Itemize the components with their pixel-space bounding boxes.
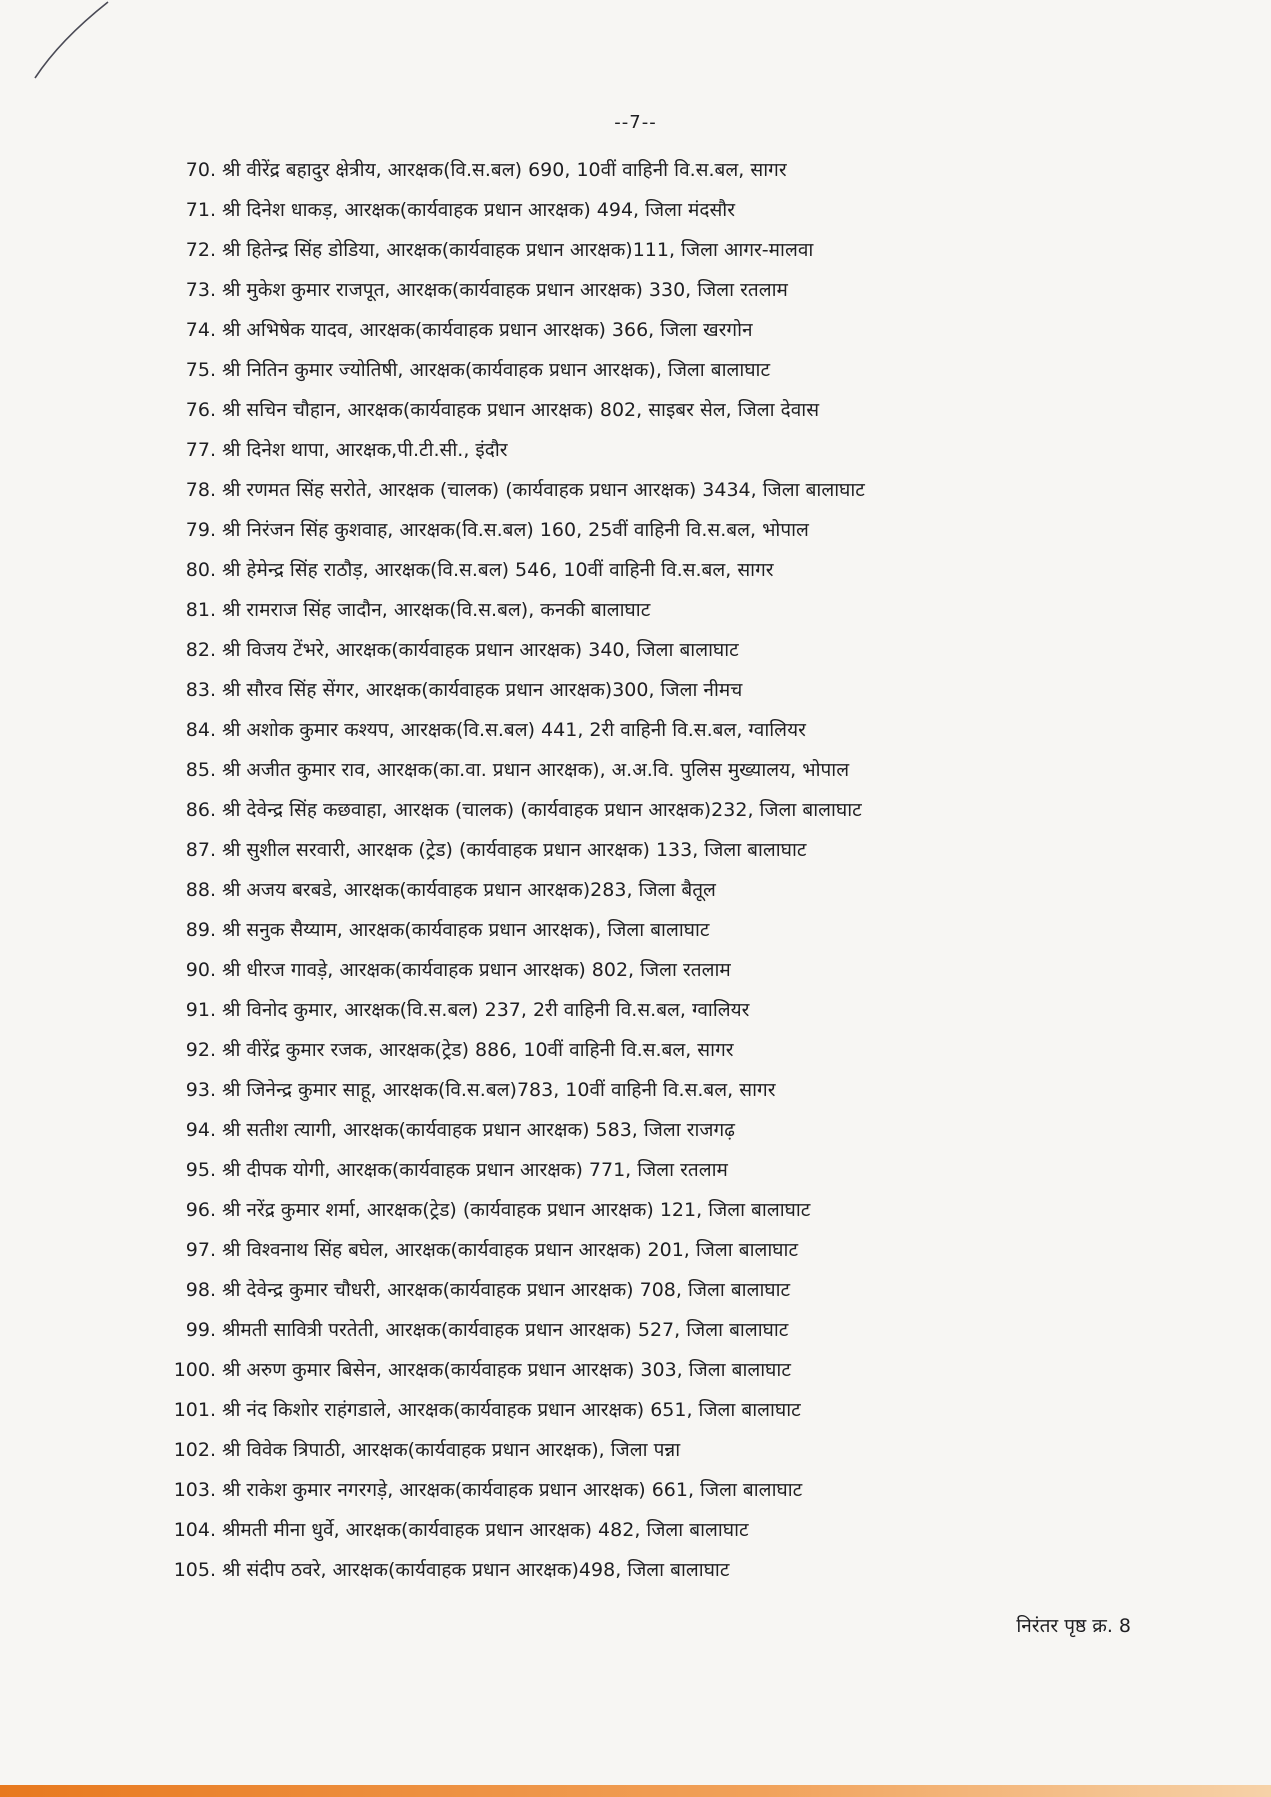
entry-text: श्रीमती मीना धुर्वे, आरक्षक(कार्यवाहक प्रधान आरक्षक) 482, जिला बालाघाट xyxy=(222,1519,749,1541)
entry-number: 93. xyxy=(185,1079,216,1101)
list-item xyxy=(168,1350,1211,1390)
list-item xyxy=(168,1470,1211,1510)
list-item xyxy=(168,670,1211,710)
entry-number: 75. xyxy=(185,359,216,381)
entry-text: श्री नरेंद्र कुमार शर्मा, आरक्षक(ट्रेड) (कार्यवाहक प्रधान आरक्षक) 121, जिला बालाघाट xyxy=(222,1199,811,1221)
continued-on-page-note: निरंतर पृष्ठ क्र. 8 xyxy=(1016,1615,1131,1637)
entry-number: 81. xyxy=(185,599,216,621)
list-item xyxy=(168,1270,1211,1310)
list-item xyxy=(168,270,1211,310)
entry-number: 98. xyxy=(185,1279,216,1301)
entry-text: श्री वीरेंद्र कुमार रजक, आरक्षक(ट्रेड) 886, 10वीं वाहिनी वि.स.बल, सागर xyxy=(222,1039,734,1061)
entry-number: 103. xyxy=(173,1479,216,1501)
entry-number: 74. xyxy=(185,319,216,341)
list-item xyxy=(168,710,1211,750)
list-item xyxy=(168,1310,1211,1350)
entry-text: श्री राकेश कुमार नगरगड़े, आरक्षक(कार्यवाहक प्रधान आरक्षक) 661, जिला बालाघाट xyxy=(222,1479,803,1501)
entry-text: श्री सनुक सैय्याम, आरक्षक(कार्यवाहक प्रधान आरक्षक), जिला बालाघाट xyxy=(222,919,710,941)
entry-number: 91. xyxy=(185,999,216,1021)
entry-number: 72. xyxy=(185,239,216,261)
entry-text: श्री सतीश त्यागी, आरक्षक(कार्यवाहक प्रधान आरक्षक) 583, जिला राजगढ़ xyxy=(222,1119,735,1141)
list-item xyxy=(168,510,1211,550)
entry-text: श्री अजीत कुमार राव, आरक्षक(का.वा. प्रधान आरक्षक), अ.अ.वि. पुलिस मुख्यालय, भोपाल xyxy=(222,759,850,781)
entry-text: श्री देवेन्द्र कुमार चौधरी, आरक्षक(कार्यवाहक प्रधान आरक्षक) 708, जिला बालाघाट xyxy=(222,1279,791,1301)
entry-text: श्री हितेन्द्र सिंह डोडिया, आरक्षक(कार्यवाहक प्रधान आरक्षक)111, जिला आगर-मालवा xyxy=(222,239,814,261)
entry-number: 96. xyxy=(185,1199,216,1221)
list-item xyxy=(168,910,1211,950)
entry-text: श्रीमती सावित्री परतेती, आरक्षक(कार्यवाहक प्रधान आरक्षक) 527, जिला बालाघाट xyxy=(222,1319,789,1341)
entry-number: 102. xyxy=(173,1439,216,1461)
entry-number: 95. xyxy=(185,1159,216,1181)
entry-text: श्री दिनेश धाकड़, आरक्षक(कार्यवाहक प्रधान आरक्षक) 494, जिला मंदसौर xyxy=(222,199,735,221)
entry-number: 79. xyxy=(185,519,216,541)
entry-text: श्री रणमत सिंह सरोते, आरक्षक (चालक) (कार्यवाहक प्रधान आरक्षक) 3434, जिला बालाघाट xyxy=(222,479,865,501)
entry-number: 73. xyxy=(185,279,216,301)
entry-text: श्री रामराज सिंह जादौन, आरक्षक(वि.स.बल), कनकी बालाघाट xyxy=(222,599,651,621)
entry-number: 77. xyxy=(185,439,216,461)
list-item xyxy=(168,1430,1211,1470)
entry-number: 86. xyxy=(185,799,216,821)
entry-number: 104. xyxy=(173,1519,216,1541)
entry-number: 85. xyxy=(185,759,216,781)
list-item xyxy=(168,1390,1211,1430)
entry-text: श्री अजय बरबडे, आरक्षक(कार्यवाहक प्रधान आरक्षक)283, जिला बैतूल xyxy=(222,879,716,901)
list-item xyxy=(168,630,1211,670)
entry-text: श्री वीरेंद्र बहादुर क्षेत्रीय, आरक्षक(वि.स.बल) 690, 10वीं वाहिनी वि.स.बल, सागर xyxy=(222,159,787,181)
list-item xyxy=(168,1510,1211,1550)
page-number: --7-- xyxy=(614,112,657,133)
list-item xyxy=(168,990,1211,1030)
list-item xyxy=(168,1150,1211,1190)
entry-number: 78. xyxy=(185,479,216,501)
entry-text: श्री सुशील सरवारी, आरक्षक (ट्रेड) (कार्यवाहक प्रधान आरक्षक) 133, जिला बालाघाट xyxy=(222,839,807,861)
entry-number: 76. xyxy=(185,399,216,421)
entry-number: 70. xyxy=(185,159,216,181)
list-item xyxy=(168,550,1211,590)
list-item xyxy=(168,750,1211,790)
entry-number: 105. xyxy=(173,1559,216,1581)
list-item xyxy=(168,390,1211,430)
list-item xyxy=(168,1110,1211,1150)
pen-stroke-mark xyxy=(0,0,120,100)
entry-text: श्री नितिन कुमार ज्योतिषी, आरक्षक(कार्यवाहक प्रधान आरक्षक), जिला बालाघाट xyxy=(222,359,771,381)
entry-number: 82. xyxy=(185,639,216,661)
entry-text: श्री दीपक योगी, आरक्षक(कार्यवाहक प्रधान आरक्षक) 771, जिला रतलाम xyxy=(222,1159,728,1181)
entry-text: श्री नंद किशोर राहंगडाले, आरक्षक(कार्यवाहक प्रधान आरक्षक) 651, जिला बालाघाट xyxy=(222,1399,801,1421)
list-item xyxy=(168,950,1211,990)
list-item xyxy=(168,470,1211,510)
entry-number: 84. xyxy=(185,719,216,741)
personnel-list xyxy=(168,150,1211,1590)
list-item xyxy=(168,430,1211,470)
entry-number: 92. xyxy=(185,1039,216,1061)
list-item xyxy=(168,350,1211,390)
list-item xyxy=(168,1030,1211,1070)
entry-number: 83. xyxy=(185,679,216,701)
entry-text: श्री सचिन चौहान, आरक्षक(कार्यवाहक प्रधान आरक्षक) 802, साइबर सेल, जिला देवास xyxy=(222,399,820,421)
entry-text: श्री विवेक त्रिपाठी, आरक्षक(कार्यवाहक प्रधान आरक्षक), जिला पन्ना xyxy=(222,1439,681,1461)
list-item xyxy=(168,190,1211,230)
list-item xyxy=(168,790,1211,830)
list-item xyxy=(168,310,1211,350)
entry-number: 89. xyxy=(185,919,216,941)
entry-number: 100. xyxy=(173,1359,216,1381)
entry-number: 80. xyxy=(185,559,216,581)
entry-text: श्री विनोद कुमार, आरक्षक(वि.स.बल) 237, 2री वाहिनी वि.स.बल, ग्वालियर xyxy=(222,999,750,1021)
list-item xyxy=(168,1550,1211,1590)
entry-text: श्री विश्वनाथ सिंह बघेल, आरक्षक(कार्यवाहक प्रधान आरक्षक) 201, जिला बालाघाट xyxy=(222,1239,799,1261)
entry-number: 99. xyxy=(185,1319,216,1341)
entry-number: 94. xyxy=(185,1119,216,1141)
entry-text: श्री मुकेश कुमार राजपूत, आरक्षक(कार्यवाहक प्रधान आरक्षक) 330, जिला रतलाम xyxy=(222,279,788,301)
entry-text: श्री संदीप ठवरे, आरक्षक(कार्यवाहक प्रधान आरक्षक)498, जिला बालाघाट xyxy=(222,1559,730,1581)
entry-number: 101. xyxy=(173,1399,216,1421)
entry-text: श्री विजय टेंभरे, आरक्षक(कार्यवाहक प्रधान आरक्षक) 340, जिला बालाघाट xyxy=(222,639,739,661)
bottom-color-band xyxy=(0,1785,1271,1797)
entry-text: श्री देवेन्द्र सिंह कछवाहा, आरक्षक (चालक) (कार्यवाहक प्रधान आरक्षक)232, जिला बालाघाट xyxy=(222,799,862,821)
list-item xyxy=(168,590,1211,630)
entry-text: श्री अशोक कुमार कश्यप, आरक्षक(वि.स.बल) 441, 2री वाहिनी वि.स.बल, ग्वालियर xyxy=(222,719,806,741)
entry-text: श्री निरंजन सिंह कुशवाह, आरक्षक(वि.स.बल) 160, 25वीं वाहिनी वि.स.बल, भोपाल xyxy=(222,519,809,541)
list-item xyxy=(168,830,1211,870)
list-item xyxy=(168,870,1211,910)
list-item xyxy=(168,1190,1211,1230)
entry-text: श्री हेमेन्द्र सिंह राठौड़, आरक्षक(वि.स.बल) 546, 10वीं वाहिनी वि.स.बल, सागर xyxy=(222,559,774,581)
entry-text: श्री अरुण कुमार बिसेन, आरक्षक(कार्यवाहक प्रधान आरक्षक) 303, जिला बालाघाट xyxy=(222,1359,791,1381)
entry-number: 71. xyxy=(185,199,216,221)
entry-text: श्री जिनेन्द्र कुमार साहू, आरक्षक(वि.स.बल)783, 10वीं वाहिनी वि.स.बल, सागर xyxy=(222,1079,776,1101)
list-item xyxy=(168,1230,1211,1270)
entry-text: श्री सौरव सिंह सेंगर, आरक्षक(कार्यवाहक प्रधान आरक्षक)300, जिला नीमच xyxy=(222,679,743,701)
entry-number: 87. xyxy=(185,839,216,861)
list-item xyxy=(168,150,1211,190)
entry-number: 90. xyxy=(185,959,216,981)
entry-number: 97. xyxy=(185,1239,216,1261)
entry-number: 88. xyxy=(185,879,216,901)
entry-text: श्री अभिषेक यादव, आरक्षक(कार्यवाहक प्रधान आरक्षक) 366, जिला खरगोन xyxy=(222,319,753,341)
list-item xyxy=(168,230,1211,270)
entry-text: श्री दिनेश थापा, आरक्षक,पी.टी.सी., इंदौर xyxy=(222,439,508,461)
list-item xyxy=(168,1070,1211,1110)
entry-text: श्री धीरज गावड़े, आरक्षक(कार्यवाहक प्रधान आरक्षक) 802, जिला रतलाम xyxy=(222,959,731,981)
